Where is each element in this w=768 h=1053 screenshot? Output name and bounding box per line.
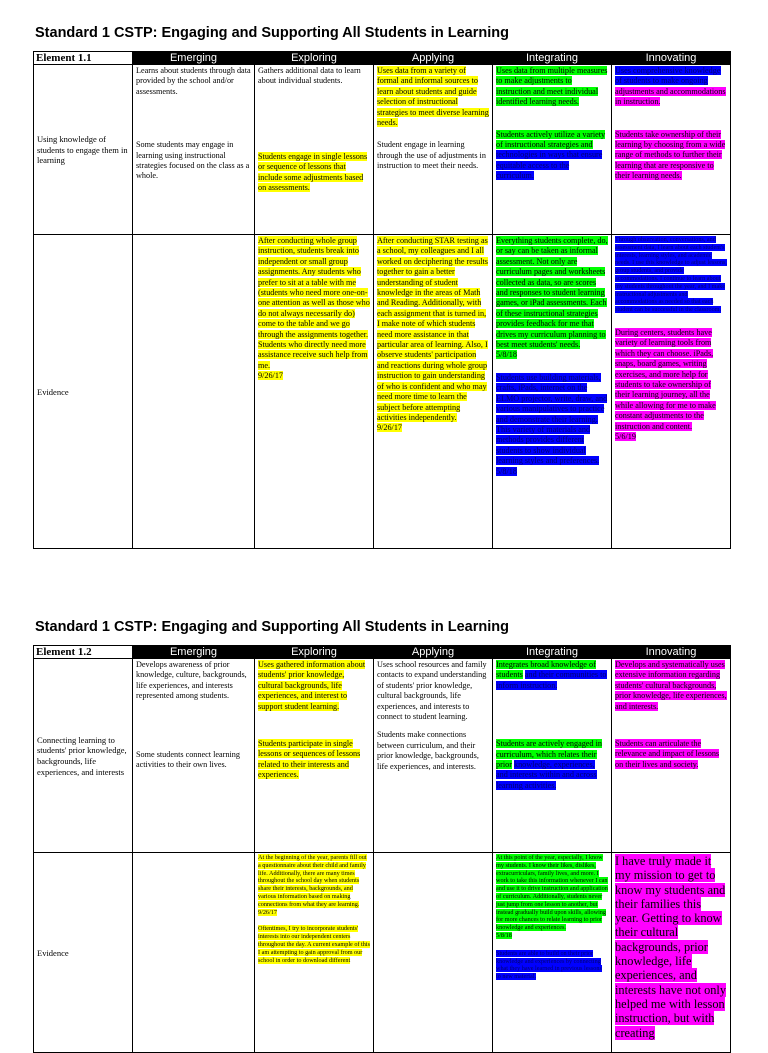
- criteria-row: [34, 65, 731, 235]
- integrating-student-text-b: technologies in ways that ensure equitable access to the curriculum.: [496, 150, 603, 181]
- evidence-integrating-text-2: Students are able to build on their prior knowledge and experiences by connecting what they have learned in previous lessons to new material.: [496, 949, 602, 981]
- evidence-applying: [374, 853, 493, 1053]
- innovating-student-text: Students take ownership of their learning by choosing from a wide range of methods to further their learning that are responsive to their learning needs.: [615, 129, 726, 181]
- emerging-level-text: Learns about students through data provided by the school and/or assessments.: [136, 66, 251, 96]
- innovating-level-text-b: adjustments and accommodations in instruction.: [615, 86, 726, 107]
- header-innovating: Innovating: [612, 52, 731, 65]
- evidence-exploring: [255, 853, 374, 1053]
- header-integrating: Integrating: [493, 646, 612, 659]
- evidence-applying-text: After conducting STAR testing as a school, my colleagues and I all worked on deciphering the results together to gain a better understanding of student knowledge in the areas of Math and Reading. Additionally, with each assignment that is turned in, I make note of which students need more assistance in that particular area of learning. Also, I observe students' participation and reactions during whole group instruction to gain understanding of who is confident and who may need more time to learn the subject before attempting activities independently.: [377, 236, 488, 422]
- header-applying: Applying: [374, 52, 493, 65]
- emerging-level-text: Develops awareness of prior knowledge, culture, backgrounds, life experiences, and interests represented among students.: [136, 660, 247, 701]
- integrating-level-text-a: Integrates broad knowledge of students: [496, 660, 596, 680]
- evidence-innovating-text: I have truly made it my mission to get to know my students and their families this year. Getting to know their cultural backgrounds, prior knowledge, life experiences, and interests have not only helped me with lesson instruction, but with creating: [615, 854, 726, 1040]
- emerging-student-text: Some students connect learning activities to their own lives.: [136, 749, 240, 770]
- header-emerging: Emerging: [133, 52, 255, 65]
- cell-applying: [374, 65, 493, 235]
- innovating-student-text: Students can articulate the relevance and impact of lessons on their lives and society.: [615, 739, 720, 769]
- header-row: [34, 646, 731, 659]
- evidence-integrating-text-1: At this point of the year, especially, I know my students. I know their likes, dislikes, extracurriculars, family lives, and more. I work to take this information whenever I can and use it to drive instruction and application of curriculum. Additionally, students never just jump from one lesson to another, but instead gradually build upon skills, allowing for more chances to relate learning to prior knowledge and experiences.: [496, 854, 608, 932]
- evidence-integrating-date-1: 5/8/18: [496, 931, 512, 939]
- evidence-exploring-date-1: 9/26/17: [258, 908, 277, 916]
- cell-integrating: [493, 65, 612, 235]
- rubric-table-element-1-2: [33, 645, 731, 1053]
- rubric-table-element-1-1: [33, 51, 731, 549]
- section2-title: Standard 1 CSTP: Engaging and Supporting All Students in Learning: [35, 619, 509, 635]
- integrating-level-text-b: and their communities to inform instruction.: [496, 670, 607, 690]
- evidence-integrating: [493, 235, 612, 549]
- evidence-emerging: [133, 235, 255, 549]
- cell-emerging: [133, 659, 255, 853]
- applying-student-text: Students make connections between curriculum, and their prior knowledge, backgrounds, life experiences, and interests.: [377, 730, 479, 771]
- evidence-innovating: [612, 235, 731, 549]
- evidence-exploring-text: After conducting whole group instruction, students break into independent or small group assignments. Any students who prefer to sit at a table with me (students who need more one-on-one attention as well as those who do not always necessarily do) come to the table and we go through the assignments together. Students who directly need more assistance receive such help from me.: [258, 236, 370, 370]
- row-label: Connecting learning to students' prior knowledge, backgrounds, life experiences, and interests: [34, 659, 133, 853]
- evidence-exploring: [255, 235, 374, 549]
- section1-title: Standard 1 CSTP: Engaging and Supporting All Students in Learning: [35, 25, 509, 41]
- evidence-innovating-text-1: Through observation, conversations, and assessment data, I learn about each student's interests, learning styles, and academic needs. I use this knowledge to adjust lessons, group students, and provide accommodations. I continue to learn about my students throughout the year, and I make instructional adjustments and accommodations as needed so that each student can be successful in the classroom.: [615, 236, 727, 314]
- header-emerging: Emerging: [133, 646, 255, 659]
- row-label: Using knowledge of students to engage them in learning: [34, 65, 133, 235]
- header-applying: Applying: [374, 646, 493, 659]
- cell-integrating: [493, 659, 612, 853]
- evidence-exploring-text-1: At the beginning of the year, parents fill out a questionnaire about their child and family life. Additionally, there are many times throughout the school day when students share their interests, backgrounds, and various information based on making connections from what they are learning.: [258, 854, 367, 908]
- evidence-row: [34, 235, 731, 549]
- evidence-innovating-date-2: 5/6/19: [615, 432, 636, 442]
- evidence-integrating-text-1: Everything students complete, do, or say can be taken as informal assessment. Not only are curriculum pages and worksheets collected as data, so are scores and responses to student learning games, or iPad assessments. Each of these instructional strategies provides feedback for me that drives my curriculum planning to best meet students' needs.: [496, 236, 608, 350]
- evidence-integrating-date-1: 5/8/18: [496, 350, 517, 360]
- evidence-innovating-text-2: During centers, students have variety of learning tools from which they can choose. iPads, snaps, board games, writing exercises, and more help for students to take ownership of their learning journey, all the while allowing for me to make constant adjustments to the instruction and content.: [615, 327, 716, 431]
- evidence-emerging: [133, 853, 255, 1053]
- cell-exploring: [255, 659, 374, 853]
- element-label: Element 1.2: [34, 646, 133, 659]
- exploring-level-text: Gathers additional data to learn about individual students.: [258, 66, 361, 86]
- evidence-label: Evidence: [34, 853, 133, 1053]
- evidence-exploring-text-2: Oftentimes, I try to incorporate students' interests into our independent centers throughout the day. A current example of this I am attempting to gain approval from our school in order to download different: [258, 925, 370, 964]
- header-integrating: Integrating: [493, 52, 612, 65]
- evidence-integrating-date-2: 5/8/18: [496, 466, 517, 476]
- header-exploring: Exploring: [255, 52, 374, 65]
- applying-student-text: Student engage in learning through the use of adjustments in instruction to meet their needs.: [377, 140, 486, 171]
- header-exploring: Exploring: [255, 646, 374, 659]
- evidence-applying-date: 9/26/17: [377, 423, 403, 433]
- applying-level-text: Uses data from a variety of formal and informal sources to learn about students and guide selection of instructional strategies to meet diverse learning needs.: [377, 66, 489, 128]
- evidence-row: [34, 853, 731, 1053]
- exploring-level-text: Uses gathered information about students' prior knowledge, cultural backgrounds, life experiences, and interest to support student learning.: [258, 660, 366, 711]
- exploring-student-text: Students engage in single lessons or sequence of lessons that include some adjustments based on assessments.: [258, 151, 368, 193]
- evidence-label: Evidence: [34, 235, 133, 549]
- header-innovating: Innovating: [612, 646, 731, 659]
- evidence-applying: [374, 235, 493, 549]
- cell-innovating: [612, 65, 731, 235]
- emerging-student-text: Some students may engage in learning using instructional strategies focused on the class as a whole.: [136, 140, 250, 181]
- cell-emerging: [133, 65, 255, 235]
- innovating-level-text-a: Uses comprehensive knowledge of students to make ongoing: [615, 66, 721, 86]
- cell-applying: [374, 659, 493, 853]
- evidence-integrating: [493, 853, 612, 1053]
- evidence-integrating-text-2: Students use building materials, crafts, iPads, internet on the ELMO projector, write, draw, and various manipulatives to practice and demonstrate their learning. This variety of materials and methods provides different students to show individual learning styles and preferences.: [496, 372, 608, 466]
- element-label: Element 1.1: [34, 52, 133, 65]
- integrating-student-text-b: knowledge, experiences, and interests within and across learning activities.: [496, 760, 597, 790]
- cell-exploring: [255, 65, 374, 235]
- integrating-student-text-a: Students are actively engaged in curriculum, which relates their prior: [496, 739, 602, 770]
- exploring-student-text: Students participate in single lessons or sequences of lessons related to their interests and experiences.: [258, 739, 361, 780]
- innovating-level-text: Develops and systematically uses extensive information regarding students' cultural backgrounds, prior knowledge, life experiences, and interests.: [615, 660, 727, 711]
- header-row: [34, 52, 731, 65]
- integrating-student-text-a: Students actively utilize a variety of instructional strategies and: [496, 129, 606, 150]
- applying-level-text: Uses school resources and family contacts to expand understanding of students' prior knowledge, cultural backgrounds, life experiences, and interests to connect to student learning.: [377, 660, 487, 722]
- evidence-innovating: [612, 853, 731, 1053]
- evidence-exploring-date: 9/26/17: [258, 371, 284, 381]
- criteria-row: [34, 659, 731, 853]
- cell-innovating: [612, 659, 731, 853]
- integrating-level-text: Uses data from multiple measures to make adjustments to instruction and meet individual identified learning needs.: [496, 66, 608, 107]
